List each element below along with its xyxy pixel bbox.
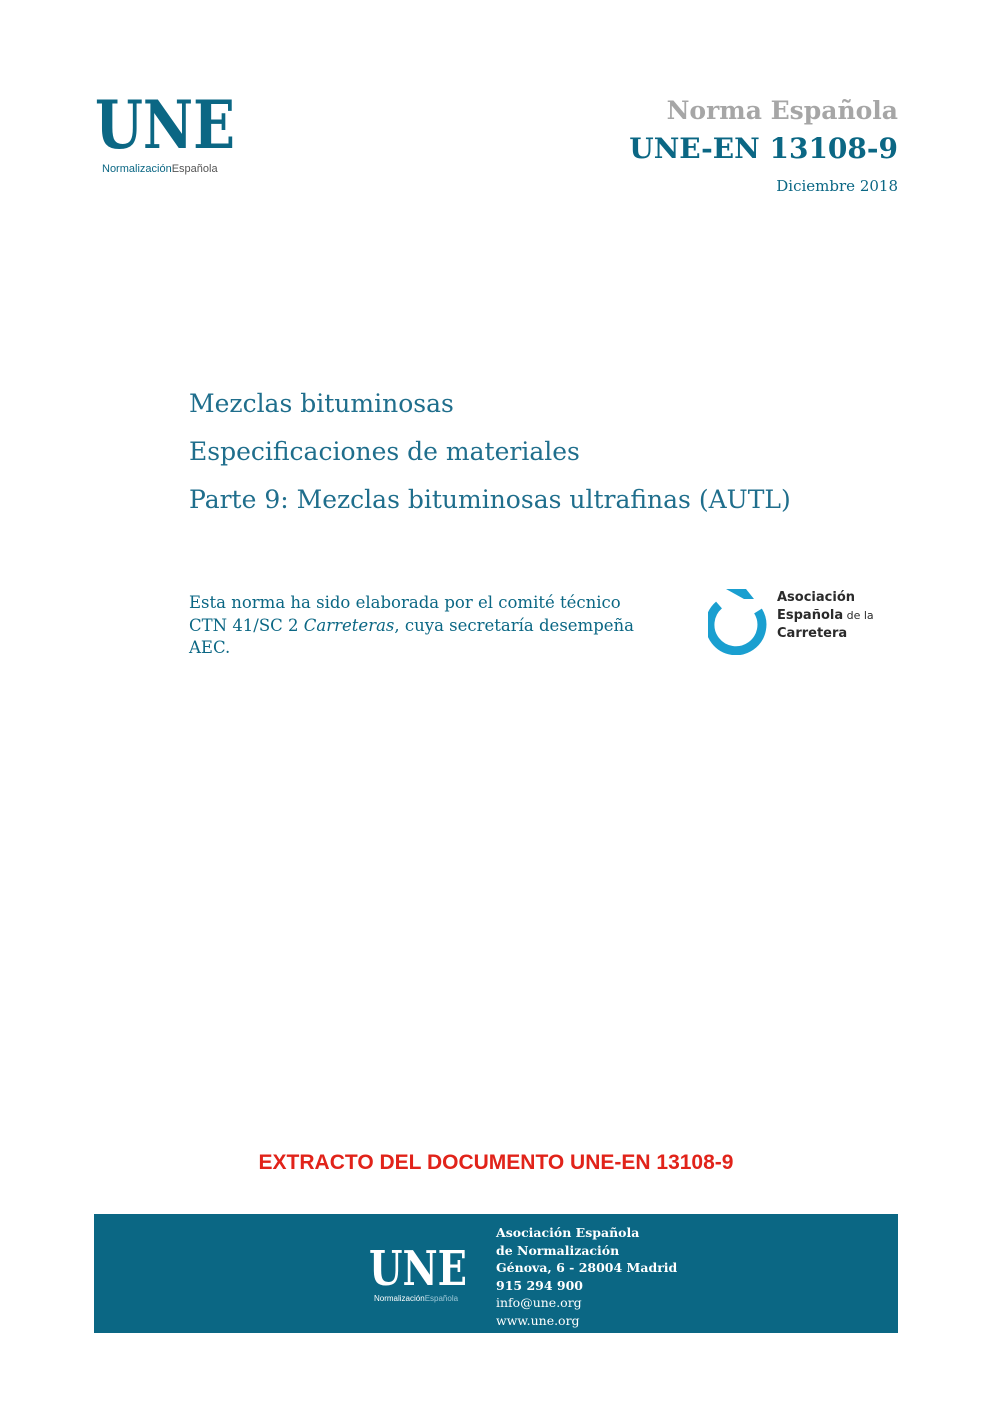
footer-logo-tagline-2: Española bbox=[424, 1294, 459, 1303]
footer-website-link[interactable]: www.une.org bbox=[496, 1312, 580, 1328]
committee-line-2 bbox=[189, 615, 659, 638]
aec-logo-line-3: Carretera bbox=[777, 626, 848, 641]
aec-emblem-icon bbox=[708, 583, 774, 655]
footer-une-logo-graphic bbox=[369, 1244, 469, 1304]
footer-logo-tagline-1: Normalización bbox=[374, 1294, 425, 1303]
une-logo bbox=[95, 94, 240, 176]
footer-logo-letters: UNE bbox=[369, 1244, 467, 1297]
title-line-3: Parte 9: Mezclas bituminosas ultrafinas (AUTL) bbox=[189, 485, 791, 514]
standard-code: UNE-EN 13108-9 bbox=[629, 132, 898, 165]
footer-org-line-1: Asociación Española bbox=[496, 1225, 640, 1240]
svg-text:NormalizaciónEspañola bbox=[102, 163, 218, 175]
une-logo-graphic bbox=[95, 94, 240, 176]
title-line-1: Mezclas bituminosas bbox=[189, 389, 454, 418]
committee-name: Carreteras bbox=[303, 615, 395, 635]
aec-logo-line-1: Asociación bbox=[777, 590, 856, 605]
aec-logo-text bbox=[777, 589, 874, 643]
footer-org-line-2: de Normalización bbox=[496, 1242, 620, 1258]
une-logo-tagline-1: Normalización bbox=[102, 163, 172, 175]
footer-contact bbox=[496, 1224, 677, 1329]
aec-logo bbox=[708, 583, 888, 655]
committee-line-1: Esta norma ha sido elaborada por el comité técnico bbox=[189, 593, 621, 612]
footer-phone: 915 294 900 bbox=[496, 1277, 583, 1293]
footer-address: Génova, 6 - 28004 Madrid bbox=[496, 1260, 678, 1275]
footer-email-link[interactable]: info@une.org bbox=[496, 1295, 582, 1310]
aec-logo-line-2-main: Española bbox=[777, 608, 844, 623]
extract-notice: EXTRACTO DEL DOCUMENTO UNE-EN 13108-9 bbox=[258, 1151, 734, 1174]
committee-line-3: AEC. bbox=[189, 638, 231, 657]
norma-label: Norma Española bbox=[666, 96, 898, 125]
svg-text:NormalizaciónEspañola bbox=[374, 1294, 459, 1303]
standard-date: Diciembre 2018 bbox=[776, 177, 898, 195]
aec-logo-line-2-small: de la bbox=[843, 609, 874, 622]
une-logo-letters: UNE bbox=[95, 94, 235, 164]
footer-une-logo bbox=[369, 1244, 469, 1304]
une-logo-tagline-2: Española bbox=[171, 163, 218, 175]
committee-line-2-suffix: , cuya secretaría desempeña bbox=[394, 615, 634, 635]
title-line-2: Especificaciones de materiales bbox=[189, 437, 580, 466]
aec-logo-line-2 bbox=[777, 607, 874, 625]
committee-statement bbox=[189, 592, 659, 660]
footer-band bbox=[94, 1214, 898, 1333]
document-title bbox=[189, 386, 791, 530]
committee-code: CTN 41/SC 2 bbox=[189, 615, 304, 635]
